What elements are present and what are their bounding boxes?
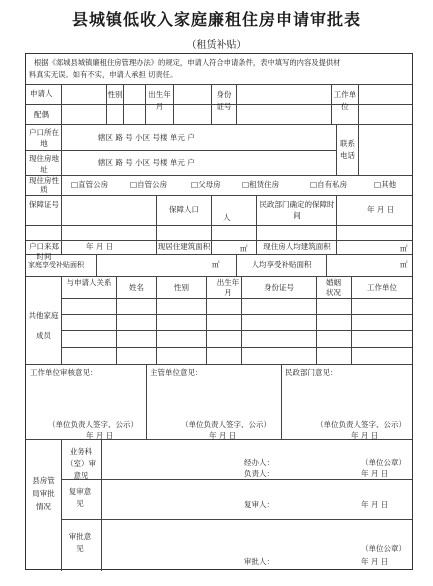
- id-number-label: 身份证号: [216, 90, 232, 111]
- col-divider: [211, 195, 212, 254]
- dept-date: 年 月 日: [367, 205, 395, 214]
- intro-line-1: 根据《郯城县城镇廉租住房管理办法》的规定，申请人符合申请条件，表中填写的内容及提供材: [34, 58, 341, 67]
- col-divider: [358, 124, 359, 175]
- birth-label: 出生年月: [148, 90, 171, 111]
- civil-affairs-opinion-label: 民政部门意见：: [285, 368, 338, 377]
- col-divider: [326, 254, 327, 276]
- col-divider: [358, 84, 359, 124]
- col-divider: [256, 195, 257, 254]
- section-opinion-label: 业务科（室）审意见: [66, 447, 96, 480]
- building-area-unit: ㎡: [240, 244, 248, 253]
- row-divider: [61, 519, 412, 520]
- row-divider: [26, 175, 412, 176]
- per-capita-area-label: 现住房人均建筑面积: [263, 242, 331, 251]
- col-divider: [281, 364, 282, 439]
- row-divider: [61, 298, 412, 299]
- col-divider: [236, 84, 237, 104]
- col-divider: [61, 195, 62, 254]
- security-persons-unit: 人: [223, 213, 231, 222]
- household-registration-label: 户口所在地: [29, 128, 59, 148]
- col-divider: [173, 84, 174, 104]
- civil-affairs-date: 年 月 日: [351, 431, 379, 440]
- col-divider: [316, 276, 317, 364]
- applicant-label: 申请人: [30, 89, 53, 98]
- col-divider: [336, 195, 337, 254]
- hukou-date: 年 月 日: [86, 242, 114, 251]
- work-unit-date: 年 月 日: [86, 431, 114, 440]
- col-divider: [61, 439, 62, 571]
- approval-date: 年 月 日: [361, 557, 389, 566]
- col-divider: [96, 254, 97, 276]
- col-divider: [123, 104, 124, 124]
- supervisor-date: 年 月 日: [209, 431, 237, 440]
- housing-option-label: 自有私房: [317, 180, 348, 189]
- handler-label: 经办人：: [244, 458, 274, 467]
- row-divider: [26, 276, 412, 277]
- civil-affairs-sign-label: （单位负责人签字、公示）: [316, 420, 406, 429]
- col-divider: [236, 104, 237, 124]
- current-residence-label: 现住房地址: [29, 154, 59, 174]
- housing-option-parents[interactable]: □父母房: [191, 180, 221, 189]
- workplace-label: 工作单位: [333, 90, 357, 111]
- housing-option-direct[interactable]: □直管公房: [71, 180, 109, 189]
- spouse-label: 配偶: [34, 110, 49, 119]
- row-divider: [26, 254, 412, 255]
- section-unit-seal: （单位公章）: [361, 458, 406, 467]
- dept-time-label: 民政部门确定的保障时间: [259, 200, 335, 220]
- per-person-subsidy-area-unit: ㎡: [400, 260, 408, 269]
- approval-unit-seal: （单位公章）: [361, 544, 406, 553]
- security-persons-label: 保障人口: [169, 205, 199, 214]
- row-divider: [61, 479, 412, 480]
- family-subsidy-area-unit: ㎡: [212, 260, 220, 269]
- family-members-label: 共他家庭成员: [28, 311, 59, 340]
- row-divider: [26, 84, 412, 85]
- column-workplace: 工作单位: [367, 283, 397, 292]
- housing-nature-label: 现住房性质: [29, 176, 59, 194]
- residence-address-line: 辖区 路 号 小区 号楼 单元 户: [98, 158, 195, 167]
- approval-opinion-label: 审批意见: [68, 532, 92, 553]
- work-unit-sign-label: （单位负责人签字、公示）: [48, 420, 138, 429]
- column-marital-status: 婚姻状况: [326, 278, 341, 297]
- phone-label: 联系电话: [340, 139, 355, 160]
- housing-option-label: 其他: [381, 180, 397, 189]
- col-divider: [211, 84, 212, 104]
- col-divider: [61, 276, 62, 364]
- work-unit-opinion-label: 工作单位审核意见：: [30, 368, 98, 377]
- col-divider: [106, 104, 107, 124]
- column-birth: 出生年月: [216, 278, 240, 297]
- row-divider: [26, 150, 336, 151]
- hukou-time-label: 户口来郑时间: [29, 242, 59, 261]
- column-id: 身份证号: [264, 283, 294, 292]
- col-divider: [206, 276, 207, 364]
- col-divider: [101, 439, 102, 571]
- housing-option-label: 直管公房: [78, 180, 109, 189]
- col-divider: [146, 364, 147, 439]
- supervisor-sign-label: （单位负责人签字、公示）: [181, 420, 271, 429]
- section-date: 年 月 日: [361, 469, 389, 478]
- housing-option-private[interactable]: □自有私房: [310, 180, 348, 189]
- reviewer-label: 复审人：: [244, 500, 274, 509]
- gender-label: 性别: [107, 90, 123, 99]
- col-divider: [123, 84, 124, 104]
- row-divider: [61, 347, 412, 348]
- row-divider: [26, 124, 412, 125]
- approver-label: 审批人：: [244, 557, 274, 566]
- per-person-subsidy-area-label: 人均享受补贴面积: [251, 260, 312, 269]
- row-divider: [61, 314, 412, 315]
- housing-option-label: 租赁住房: [249, 180, 280, 189]
- row-divider: [26, 364, 412, 365]
- column-gender: 性别: [174, 283, 189, 292]
- housing-option-label: 父母房: [198, 180, 221, 189]
- bureau-label: 县房管局审批情况: [32, 476, 55, 511]
- col-divider: [173, 104, 174, 124]
- review-date: 年 月 日: [361, 500, 389, 509]
- security-cert-label: 保障证号: [29, 200, 59, 209]
- housing-option-other[interactable]: □其他: [374, 180, 397, 189]
- row-divider: [26, 195, 412, 196]
- intro-line-2: 料真实无误。如有不实，申请人承担 切责任。: [29, 70, 178, 79]
- col-divider: [61, 175, 62, 195]
- building-area-label: 现居住建筑面积: [157, 242, 211, 251]
- col-divider: [61, 84, 62, 175]
- col-divider: [211, 104, 212, 124]
- household-address-line: 辖区 路 号 小区 号楼 单元 户: [98, 133, 195, 142]
- per-capita-area-unit: ㎡: [400, 244, 408, 253]
- column-name: 姓名: [129, 283, 144, 292]
- housing-option-label: 自管公房: [137, 180, 168, 189]
- row-divider: [26, 225, 412, 226]
- family-subsidy-area-label: 家庭享受补贴面积: [28, 261, 84, 269]
- review-opinion-label: 复审意见: [68, 487, 92, 508]
- housing-option-self-managed[interactable]: □自管公房: [130, 180, 168, 189]
- application-form: [25, 53, 413, 570]
- row-divider: [26, 240, 412, 241]
- supervisor-opinion-label: 主管单位意见：: [150, 368, 203, 377]
- form-title: 县城镇低收入家庭廉租住房申请审批表: [71, 10, 361, 29]
- housing-option-rented[interactable]: □租赁住房: [242, 180, 280, 189]
- column-relation: 与申请人关系: [66, 278, 112, 287]
- row-divider: [61, 330, 412, 331]
- manager-label: 负责人：: [244, 469, 274, 478]
- form-subtitle: （租赁补贴）: [186, 40, 247, 51]
